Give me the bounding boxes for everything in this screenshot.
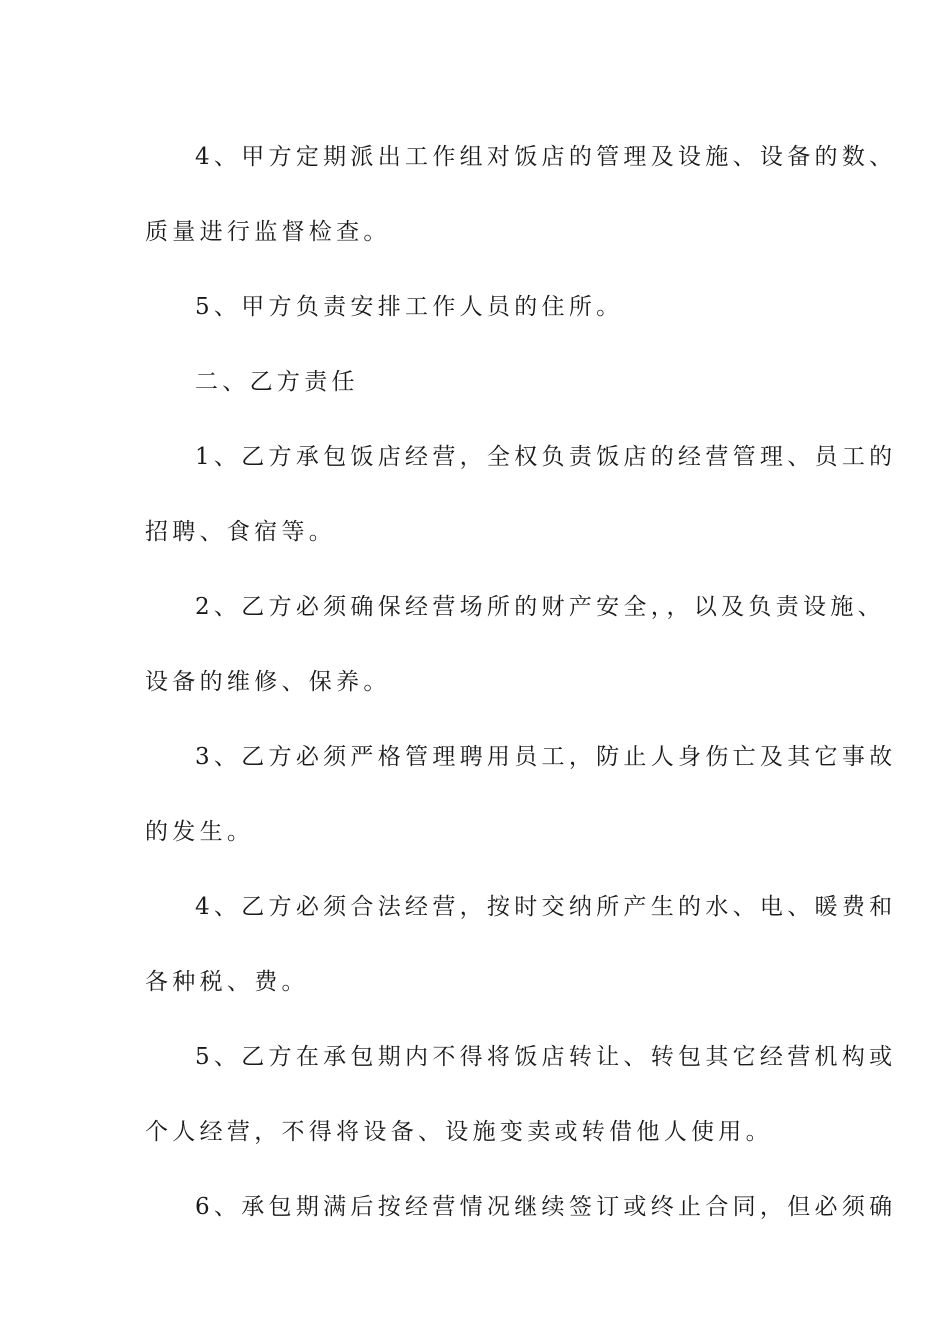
text-line: 4、甲方定期派出工作组对饭店的管理及设施、设备的数、	[195, 144, 897, 170]
text-line: 5、乙方在承包期内不得将饭店转让、转包其它经营机构或	[195, 1044, 897, 1070]
document-body	[145, 120, 897, 1245]
text-line: 个人经营，不得将设备、设施变卖或转借他人使用。	[145, 1119, 773, 1145]
text-line: 6、承包期满后按经营情况继续签订或终止合同，但必须确	[195, 1194, 897, 1220]
text-line: 2、乙方必须确保经营场所的财产安全，，以及负责设施、	[195, 594, 885, 620]
section-heading: 二、乙方责任	[195, 369, 359, 395]
text-line: 各种税、费。	[145, 969, 309, 995]
paragraph-yi-3	[145, 720, 897, 870]
section-heading-yi	[145, 345, 810, 420]
text-line: 1、乙方承包饭店经营，全权负责饭店的经营管理、员工的	[195, 444, 897, 470]
text-line: 4、乙方必须合法经营，按时交纳所产生的水、电、暖费和	[195, 894, 897, 920]
paragraph-yi-2	[145, 570, 885, 720]
paragraph-yi-6	[145, 1170, 897, 1245]
text-line: 的发生。	[145, 819, 255, 845]
paragraph-yi-4	[145, 870, 897, 1020]
paragraph-yi-5	[145, 1020, 897, 1170]
text-line: 5、甲方负责安排工作人员的住所。	[195, 294, 624, 320]
text-line: 3、乙方必须严格管理聘用员工，防止人身伤亡及其它事故	[195, 744, 897, 770]
paragraph-jia-4	[145, 120, 897, 270]
paragraph-jia-5	[145, 270, 810, 345]
paragraph-yi-1	[145, 420, 897, 570]
text-line: 招聘、食宿等。	[145, 519, 337, 545]
text-line: 设备的维修、保养。	[145, 669, 391, 695]
text-line: 质量进行监督检查。	[145, 219, 391, 245]
